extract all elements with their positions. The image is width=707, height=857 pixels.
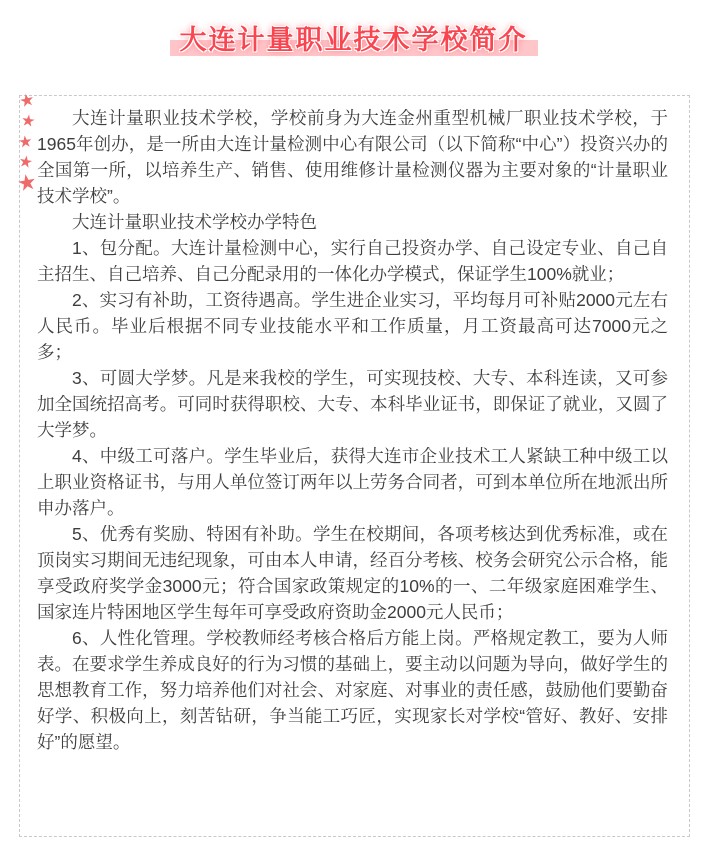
paragraph-feature-4: 4、中级工可落户。学生毕业后，获得大连市企业技术工人紧缺工种中级工以上职业资格证书，与用人单位签订两年以上劳务合同者，可到本单位所在地派出所申办落户。: [37, 446, 668, 518]
paragraph-feature-5: 5、优秀有奖励、特困有补助。学生在校期间，各项考核达到优秀标准，或在顶岗实习期间无违纪现象，可由本人申请，经百分考核、校务会研究公示合格，能享受政府奖学金3000元；符合国家政策规定的10%的一、二年级家庭困难学生、国家连片特困地区学生每年可享受政府资助金2000元人民币；: [37, 524, 668, 622]
page-title-wrap: [170, 18, 538, 57]
content-box: [19, 95, 690, 837]
paragraph-intro: 大连计量职业技术学校，学校前身为大连金州重型机械厂职业技术学校，于1965年创办，是一所由大连计量检测中心有限公司（以下简称“中心”）投资兴办的全国第一所，以培养生产、销售、使用维修计量检测仪器为主要对象的“计量职业技术学校”。: [37, 108, 668, 206]
star-icon: ★: [17, 133, 34, 152]
star-icon: ★: [19, 112, 37, 131]
star-icon: ★: [17, 89, 37, 112]
paragraph-feature-2: 2、实习有补助，工资待遇高。学生进企业实习，平均每月可补贴2000元左右人民币。毕业后根据不同专业技能水平和工作质量，月工资最高可达7000元之多；: [37, 290, 668, 362]
star-icon: ★: [15, 168, 39, 197]
star-icon: ★: [17, 152, 35, 173]
paragraph-features-heading: 大连计量职业技术学校办学特色: [72, 212, 317, 232]
page-title: 大连计量职业技术学校简介: [179, 25, 528, 55]
paragraph-feature-6: 6、人性化管理。学校教师经考核合格后方能上岗。严格规定教工，要为人师表。在要求学生养成良好的行为习惯的基础上，要主动以问题为导向，做好学生的思想教育工作，努力培养他们对社会、对家庭、对事业的责任感，鼓励他们要勤奋好学、积极向上，刻苦钻研，争当能工巧匠，实现家长对学校“管好、教好、安排好”的愿望。: [37, 628, 668, 752]
paragraph-feature-3: 3、可圆大学梦。凡是来我校的学生，可实现技校、大专、本科连读，又可参加全国统招高考。可同时获得职校、大专、本科毕业证书，即保证了就业，又圆了大学梦。: [37, 368, 668, 440]
title-area: [0, 18, 707, 57]
star-decoration: [10, 89, 40, 197]
paragraph-feature-1: 1、包分配。大连计量检测中心，实行自己投资办学、自己设定专业、自己自主招生、自己培养、自己分配录用的一体化办学模式，保证学生100%就业；: [37, 238, 668, 284]
